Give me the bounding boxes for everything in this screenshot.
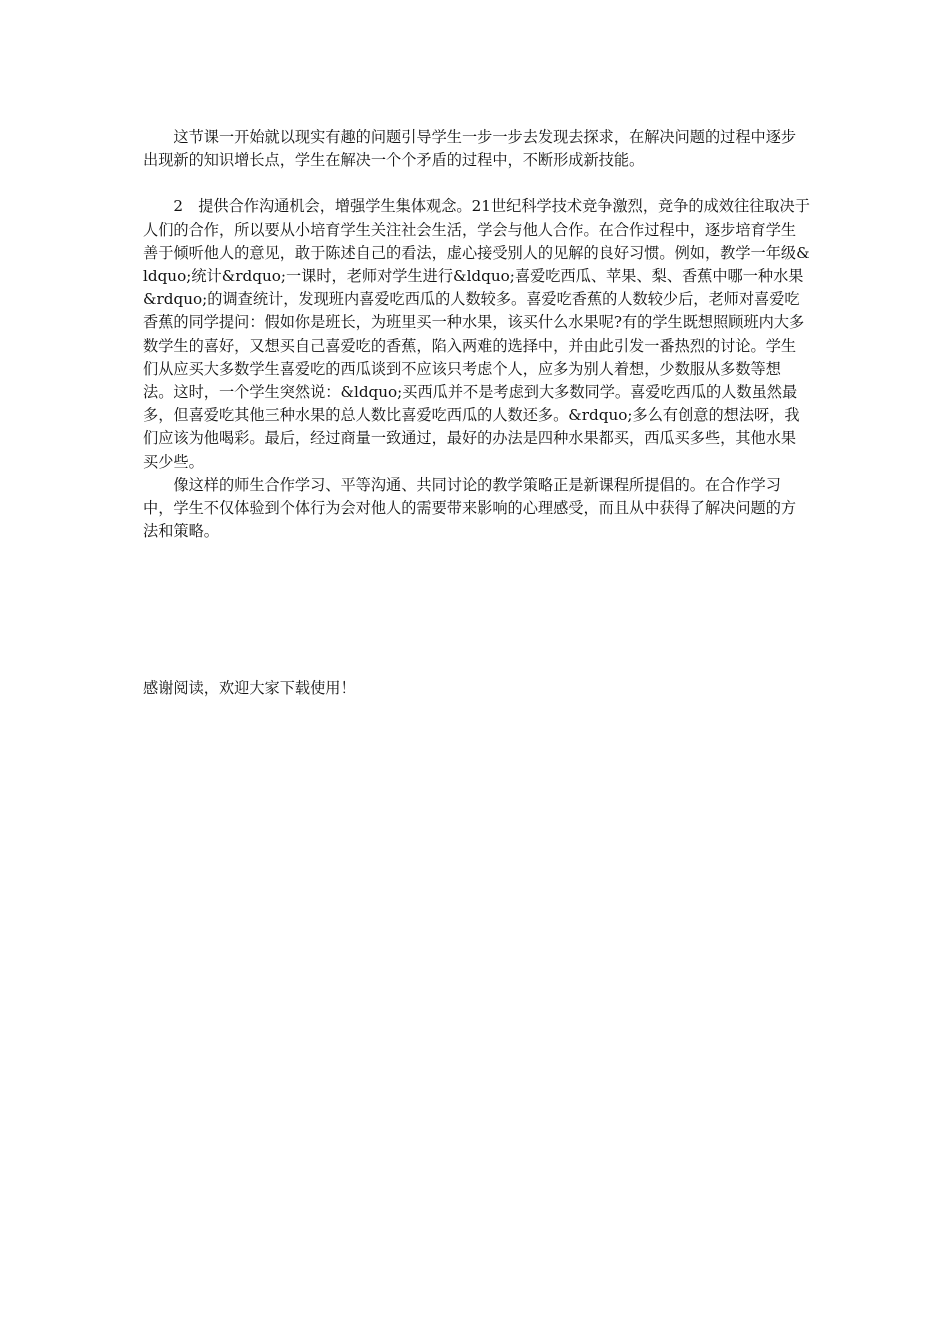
paragraph-1: 这节课一开始就以现实有趣的问题引导学生一步一步去发现去探求，在解决问题的过程中逐步出现新的知识增长点，学生在解决一个个矛盾的过程中，不断形成新技能。 bbox=[143, 128, 797, 170]
paragraph-2: 2 提供合作沟通机会，增强学生集体观念。21世纪科学技术竞争激烈，竞争的成效往往取决于人们的合作，所以要从小培育学生关注社会生活，学会与他人合作。在合作过程中，逐步培育学生善于倾听他人的意见，敢于陈述自己的看法，虚心接受别人的见解的良好习惯。例如，教学一年级&ldquo;统计&rdquo;一课时，老师对学生进行&ldquo;喜爱吃西瓜、苹果、梨、香蕉中哪一种水果&rdquo;的调查统计，发现班内喜爱吃西瓜的人数较多。喜爱吃香蕉的人数较少后，老师对喜爱吃香蕉的同学提问：假如你是班长，为班里买一种水果，该买什么水果呢?有的学生既想照顾班内大多数学生的喜好，又想买自己喜爱吃的香蕉，陷入两难的选择中，并由此引发一番热烈的讨论。学生们从应买大多数学生喜爱吃的西瓜谈到不应该只考虑个人，应多为别人着想，少数服从多数等想法。这时，一个学生突然说：&ldquo;买西瓜并不是考虑到大多数同学。喜爱吃西瓜的人数虽然最多，但喜爱吃其他三种水果的总人数比喜爱吃西瓜的人数还多。&rdquo;多么有创意的想法呀，我们应该为他喝彩。最后，经过商量一致通过，最好的办法是四种水果都买，西瓜买多些，其他水果买少些。 bbox=[143, 197, 810, 471]
closing-note: 感谢阅读，欢迎大家下载使用！ bbox=[143, 679, 356, 697]
document-body bbox=[143, 126, 811, 543]
paragraph-3: 像这样的师生合作学习、平等沟通、共同讨论的教学策略正是新课程所提倡的。在合作学习中，学生不仅体验到个体行为会对他人的需要带来影响的心理感受，而且从中获得了解决问题的方法和策略。 bbox=[143, 475, 797, 541]
